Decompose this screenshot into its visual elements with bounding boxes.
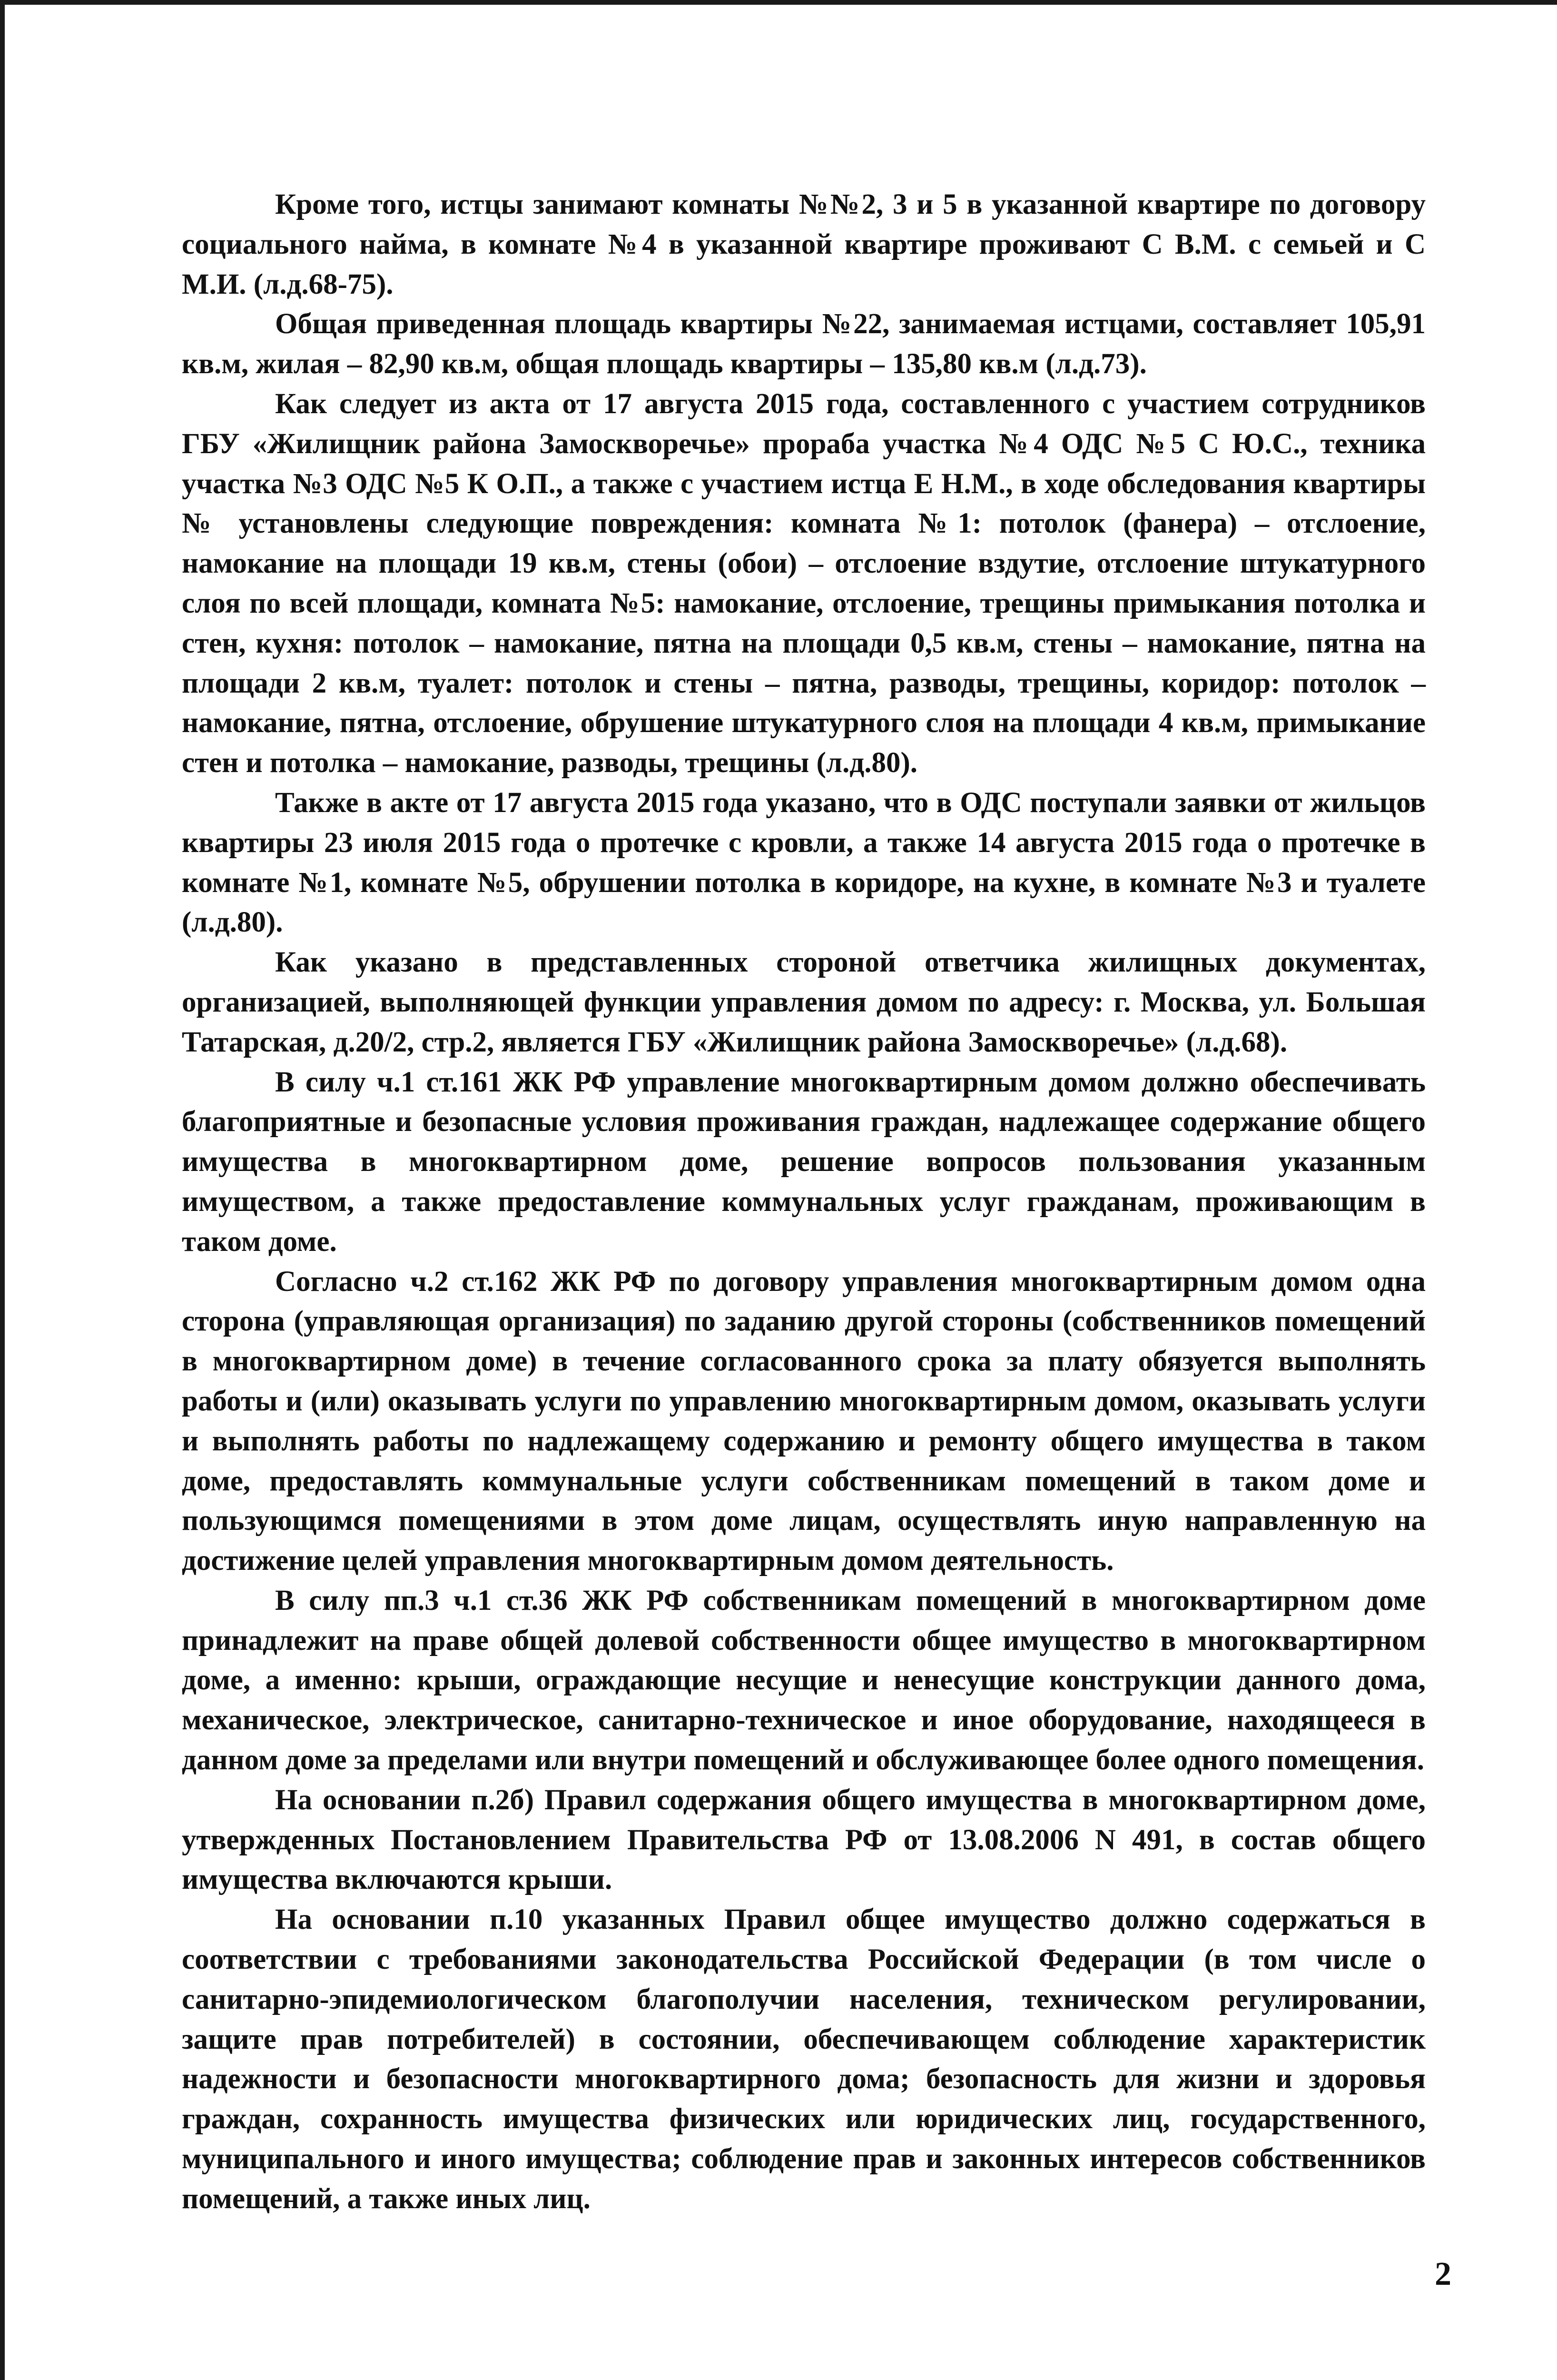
paragraph-3: Как следует из акта от 17 августа 2015 года, составленного с участием сотрудников ГБУ «Жилищник района Замоскворечье» прораба участка №4 ОДС №5 С Ю.С., техника участка №3 ОДС №5 К О.П., а также с участием истца Е Н.М., в ходе обследования квартиры № установлены следующие повреждения: комната №1: потолок (фанера) – отслоение, намокание на площади 19 кв.м, стены (обои) – отслоение вздутие, отслоение штукатурного слоя по всей площади, комната №5: намокание, отслоение, трещины примыкания потолка и стен, кухня: потолок – намокание, пятна на площади 0,5 кв.м, стены – намокание, пятна на площади 2 кв.м, туалет: потолок и стены – пятна, разводы, трещины, коридор: потолок – намокание, пятна, отслоение, обрушение штукатурного слоя на площади 4 кв.м, примыкание стен и потолка – намокание, разводы, трещины (л.д.80).	[182, 387, 1426, 779]
paragraph-6: В силу ч.1 ст.161 ЖК РФ управление многоквартирным домом должно обеспечивать благоприятные и безопасные условия проживания граждан, надлежащее содержание общего имущества в многоквартирном доме, решение вопросов пользования указанным имуществом, а также предоставление коммунальных услуг гражданам, проживающим в таком доме.	[182, 1066, 1426, 1258]
paragraph-2: Общая приведенная площадь квартиры №22, занимаемая истцами, составляет 105,91 кв.м, жилая – 82,90 кв.м, общая площадь квартиры – 135,80 кв.м (л.д.73).	[182, 308, 1426, 380]
paragraph-9: На основании п.2б) Правил содержания общего имущества в многоквартирном доме, утвержденных Постановлением Правительства РФ от 13.08.2006 N 491, в состав общего имущества включаются крыши.	[182, 1784, 1426, 1896]
paragraph-1: Кроме того, истцы занимают комнаты №№2, 3 и 5 в указанной квартире по договору социального найма, в комнате №4 в указанной квартире проживают С В.М. с семьей и С М.И. (л.д.68-75).	[182, 188, 1426, 300]
paragraph-5: Как указано в представленных стороной ответчика жилищных документах, организацией, выполняющей функции управления домом по адресу: г. Москва, ул. Большая Татарская, д.20/2, стр.2, является ГБУ «Жилищник района Замоскворечье» (л.д.68).	[182, 946, 1426, 1058]
document-body	[182, 185, 1426, 2219]
page-number: 2	[1435, 2256, 1451, 2292]
paragraph-7: Согласно ч.2 ст.162 ЖК РФ по договору управления многоквартирным домом одна сторона (управляющая организация) по заданию другой стороны (собственников помещений в многоквартирном доме) в течение согласованного срока за плату обязуется выполнять работы и (или) оказывать услуги по управлению многоквартирным домом, оказывать услуги и выполнять работы по надлежащему содержанию и ремонту общего имущества в таком доме, предоставлять коммунальные услуги собственникам помещений в таком доме и пользующимся помещениями в этом доме лицам, осуществлять иную направленную на достижение целей управления многоквартирным домом деятельность.	[182, 1265, 1426, 1577]
paragraph-4: Также в акте от 17 августа 2015 года указано, что в ОДС поступали заявки от жильцов квартиры 23 июля 2015 года о протечке с кровли, а также 14 августа 2015 года о протечке в комнате №1, комнате №5, обрушении потолка в коридоре, на кухне, в комнате №3 и туалете (л.д.80).	[182, 786, 1426, 939]
paragraph-10: На основании п.10 указанных Правил общее имущество должно содержаться в соответствии с требованиями законодательства Российской Федерации (в том числе о санитарно-эпидемиологическом благополучии населения, техническом регулировании, защите прав потребителей) в состоянии, обеспечивающем соблюдение характеристик надежности и безопасности многоквартирного дома; безопасность для жизни и здоровья граждан, сохранность имущества физических или юридических лиц, государственного, муниципального и иного имущества; соблюдение прав и законных интересов собственников помещений, а также иных лиц.	[182, 1904, 1426, 2215]
paragraph-8: В силу пп.3 ч.1 ст.36 ЖК РФ собственникам помещений в многоквартирном доме принадлежит на праве общей долевой собственности общее имущество в многоквартирном доме, а именно: крыши, ограждающие несущие и ненесущие конструкции данного дома, механическое, электрическое, санитарно-техническое и иное оборудование, находящееся в данном доме за пределами или внутри помещений и обслуживающее более одного помещения.	[182, 1584, 1426, 1776]
